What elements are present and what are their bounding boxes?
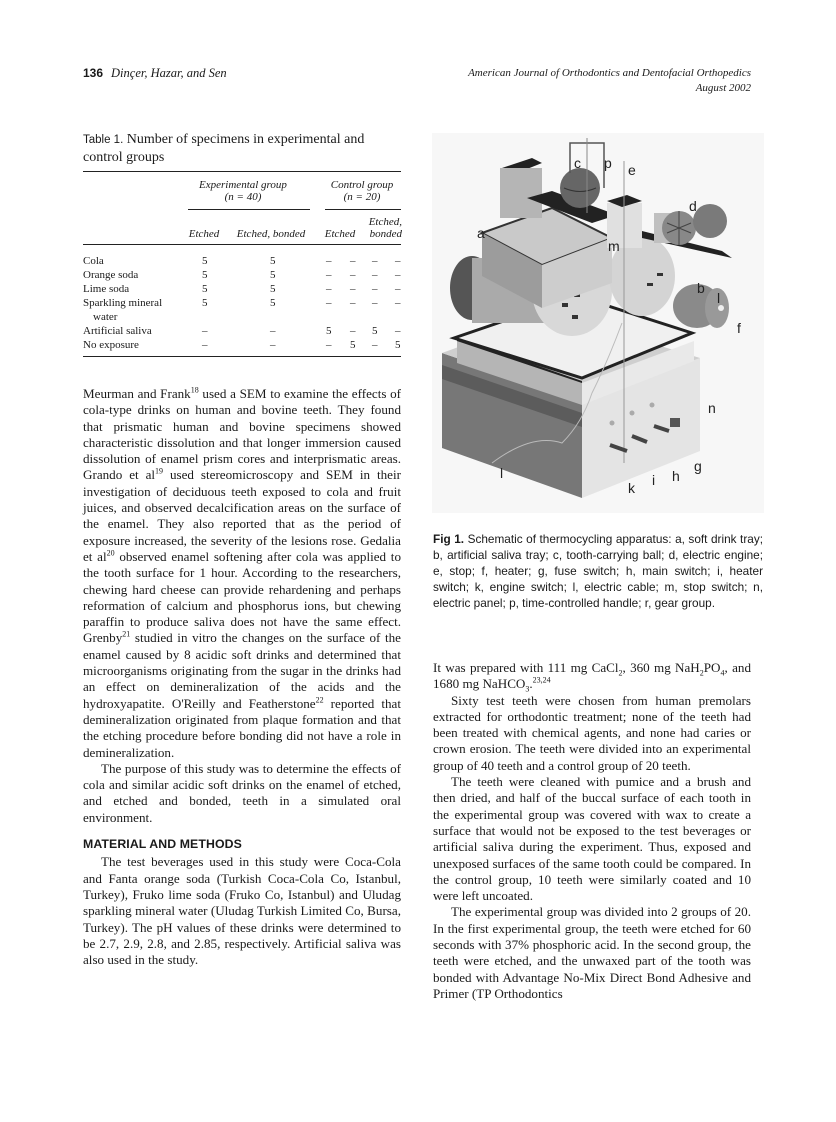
cell: – [372, 255, 378, 267]
subheader-etched-bonded: Etched, bonded [236, 228, 306, 240]
cell: – [372, 283, 378, 295]
cell: – [395, 283, 401, 295]
row-label: Orange soda [83, 269, 139, 281]
experimental-subrule [188, 209, 310, 210]
cell: – [350, 325, 356, 337]
cell: 5 [395, 339, 401, 351]
paragraph: The teeth were cleaned with pumice and a brush and then dried, and half of the buccal surface of each tooth in the experimental group was covered with wax to create a surface that would not be exposed to the test beverages or artificial saliva during the experiment. Thus, exposed and unexposed surfaces of the same tooth could be compared. In the control group, 10 teeth were similarly coated and 10 were left uncoated. [433, 774, 751, 904]
cell: – [350, 283, 356, 295]
issue-date: August 2002 [695, 82, 751, 94]
cell: – [326, 255, 332, 267]
cell: – [350, 269, 356, 281]
table-label: Table 1. [83, 134, 124, 146]
cell: – [326, 297, 332, 309]
figure-1-illustration [432, 133, 764, 513]
figure-label-c: c [574, 155, 581, 171]
row-label: No exposure [83, 339, 139, 351]
figure-label-a: a [477, 225, 485, 241]
row-label: Cola [83, 255, 104, 267]
table-caption [83, 131, 403, 166]
cell: – [326, 283, 332, 295]
subheader-control-etched-bonded: Etched, bonded [368, 216, 402, 240]
cell: 5 [270, 255, 276, 267]
paragraph: The test beverages used in this study were Coca-Cola and Fanta orange soda (Turkish Coca-Cola Co, Istanbul, Turkey), Fruko lime soda (Fruko Co, Istanbul) and Uludag sparkling mineral water (Uludag Turkish Limited Co, Bursa, Turkey). The pH values of these drinks were determined to be 2.7, 2.9, 2.8, and 2.85, respectively. Artificial saliva was also used in the study. [83, 854, 401, 968]
figure-caption-text: Schematic of thermocycling apparatus: a, soft drink tray; b, artificial saliva tray; c, tooth-carrying ball; d, electric engine; e, stop; f, heater; g, fuse switch; h, main switch; i, heater switch; k, engine switch; l, electric cable; m, stop switch; n, electric panel; p, time-controlled handle; r, gear group. [433, 532, 763, 610]
cell: – [350, 255, 356, 267]
cell: 5 [372, 325, 378, 337]
cell: – [270, 339, 276, 351]
running-header-left [83, 66, 227, 81]
paragraph: The experimental group was divided into 2 groups of 20. In the first experimental group, the teeth were etched for 60 seconds with 37% phosphoric acid. In the second group, the teeth were etched, and the unwaxed part of the tooth was bonded with Advantage No-Mix Direct Bond Adhesive and Primer (TP Orthodontics [433, 904, 751, 1001]
figure-label-h: h [672, 468, 680, 484]
cell: 5 [202, 255, 208, 267]
cell: – [350, 297, 356, 309]
figure-label-l-cable: l [717, 290, 721, 306]
cell: – [395, 325, 401, 337]
subheader-etched: Etched [188, 228, 220, 240]
figure-label-p: p [604, 155, 612, 171]
cell: – [326, 269, 332, 281]
figure-label-f: f [737, 320, 741, 336]
group-header-control: Control group (n = 20) [330, 179, 394, 203]
figure-label: Fig 1. [433, 532, 465, 546]
row-label: Sparkling mineral [83, 297, 163, 309]
table-title: Number of specimens in experimental and control groups [83, 132, 365, 165]
cell: 5 [202, 283, 208, 295]
authors: Dinçer, Hazar, and Sen [111, 66, 227, 80]
figure-label-e: e [628, 162, 636, 178]
paragraph: The purpose of this study was to determine the effects of cola and similar acidic soft drinks on the enamel of etched, and etched and bonded, teeth in a simulated oral environment. [83, 760, 401, 825]
cell: 5 [202, 297, 208, 309]
cell: – [372, 269, 378, 281]
figure-label-i: i [652, 472, 656, 488]
cell: 5 [270, 297, 276, 309]
table-top-rule [83, 171, 401, 172]
figure-label-k: k [628, 480, 635, 496]
paragraph: It was prepared with 111 mg CaCl$_2$, 360 mg $NaH_2PO_4$, and 1680 mg NaHCO$_3$.$^{23,24}$ [433, 660, 751, 694]
figure-caption [433, 531, 763, 611]
cell: – [202, 339, 208, 351]
figure-label-b: b [697, 280, 705, 296]
figure-label-m: m [608, 238, 620, 254]
row-label-continued: water [93, 311, 118, 323]
cell: 5 [270, 269, 276, 281]
cell: 5 [202, 269, 208, 281]
right-column [433, 660, 751, 1002]
left-column [83, 386, 401, 968]
cell: – [395, 297, 401, 309]
cell: – [202, 325, 208, 337]
row-label: Lime soda [83, 283, 130, 295]
cell: 5 [350, 339, 356, 351]
cell: – [395, 255, 401, 267]
figure-label-d: d [689, 198, 697, 214]
cell: 5 [270, 283, 276, 295]
row-label: Artificial saliva [83, 325, 152, 337]
page-number: 136 [83, 66, 104, 80]
running-header-right [468, 66, 751, 96]
cell: – [270, 325, 276, 337]
cell: 5 [326, 325, 332, 337]
paragraph: Sixty test teeth were chosen from human premolars extracted for orthodontic treatment; none of the teeth had been treated with chemical agents, and none had caries or crown erosion. The teeth were divided into an experimental group of 40 teeth and a control group of 20 teeth. [433, 692, 751, 773]
section-heading: MATERIAL AND METHODS [83, 837, 242, 852]
cell: – [372, 297, 378, 309]
control-subrule [325, 209, 401, 210]
cell: – [395, 269, 401, 281]
cell: – [326, 339, 332, 351]
group-header-experimental: Experimental group (n = 40) [199, 179, 287, 203]
table-bottom-rule [83, 356, 401, 357]
journal-name: American Journal of Orthodontics and Dentofacial Orthopedics [468, 67, 751, 79]
paragraph: Meurman and Frank$^{18}$ used a SEM to examine the effects of cola-type drinks on human and bovine teeth. They found that prismatic human and bovine specimens showed characteristic dissolution and that longer immersion caused dissolution of enamel prism cores and interprismatic areas. Grando et $al^{19}$ used stereomicroscopy and SEM in their investigation of deciduous teeth exposed to cola and fruit juices, and observed decalcification areas on the surface of the enamel. They also reported that as the period of exposure increased, the severity of the lesions rose. Gedalia et $al^{20}$ observed enamel softening after cola was applied to the tooth surface for 1 hour. According to the researchers, chewing hard cheese can provide rehardening and perhaps reformation of calcium and phosphorus ions, but chewing paraffin to produce saliva does not have the same effect. Grenby$^{21}$ studied in vitro the changes on the surface of the enamel caused by 8 acidic soft drinks and determined that microorganisms originating from the sugar in the drinks had an effect on demineralization of the acids and the hydroxyapatite. O'Reilly and Featherstone$^{22}$ reported that demineralization originated from plaque formation and that the etching procedure before bonding did not have a role in demineralization. [83, 385, 402, 760]
subheader-control-etched: Etched [324, 228, 356, 240]
cell: – [372, 339, 378, 351]
table-header-rule [83, 244, 401, 245]
figure-label-l: l [500, 465, 504, 481]
figure-label-n: n [708, 400, 716, 416]
figure-label-g: g [694, 458, 702, 474]
